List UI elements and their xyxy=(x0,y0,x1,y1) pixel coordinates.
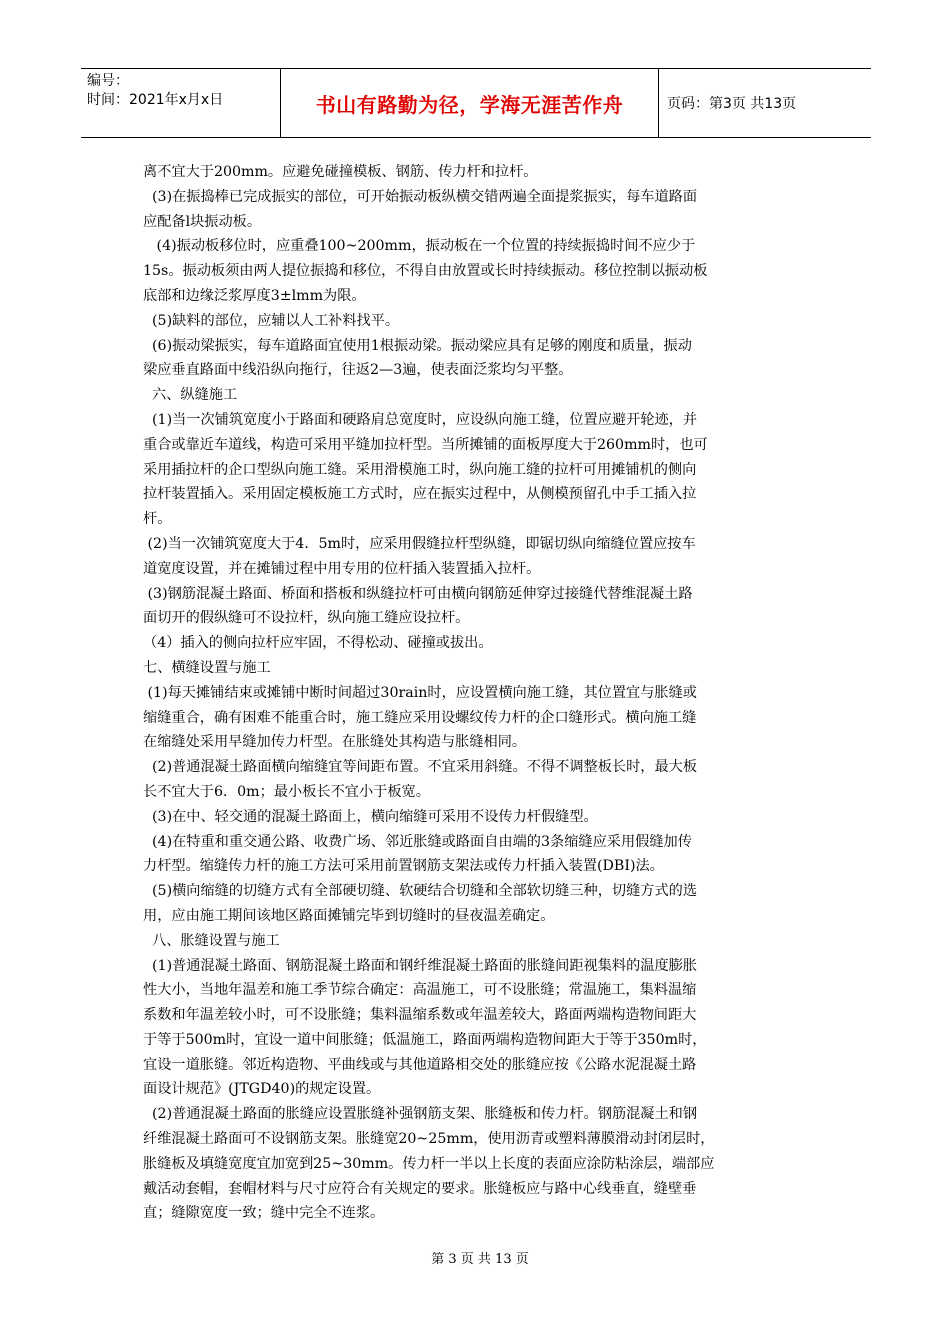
body-text-line: (3)钢筋混凝土路面、桥面和搭板和纵缝拉杆可由横向钢筋延伸穿过接缝代替维混凝土路 xyxy=(143,585,693,602)
body-text-line: (1)每天摊铺结束或摊铺中断时间超过30rain时，应设置横向施工缝，其位置宜与胀缝或 xyxy=(143,684,697,701)
body-text-line: 六、纵缝施工 xyxy=(143,387,238,404)
body-text-line: (2)当一次铺筑宽度大于4．5m时，应采用假缝拉杆型纵缝，即锯切纵向缩缝位置应按车 xyxy=(143,535,696,552)
body-text-line: 离不宜大于200mm。应避免碰撞模板、钢筋、传力杆和拉杆。 xyxy=(143,164,538,180)
body-text-line: 在缩缝处采用早缝加传力杆型。在胀缝处其构造与胀缝相同。 xyxy=(143,734,527,751)
body-text-line: 采用插拉杆的企口型纵向施工缝。采用滑模施工时，纵向施工缝的拉杆可用摊铺机的侧向 xyxy=(143,461,697,478)
page-footer xyxy=(0,1248,950,1267)
body-text-line: (3)在振捣棒已完成振实的部位，可开始振动板纵横交错两遍全面提浆振实，每车道路面 xyxy=(143,188,698,205)
body-text-line: 杆。 xyxy=(143,511,172,528)
body-text-line: 面切开的假纵缝可不设拉杆，纵向施工缝应设拉杆。 xyxy=(143,610,470,627)
body-text-line: (5)缺料的部位，应辅以人工补料找平。 xyxy=(143,312,400,329)
body-text-line: 重合或靠近车道线，构造可采用平缝加拉杆型。当所摊铺的面板厚度大于260mm时，也可 xyxy=(143,436,708,453)
body-text-line: 七、横缝设置与施工 xyxy=(143,659,271,676)
header-page-info: 页码：第3页 共13页 xyxy=(667,96,797,112)
body-text-line: 缩缝重合，确有困难不能重合时，施工缝应采用设螺纹传力杆的企口缝形式。横向施工缝 xyxy=(143,709,697,726)
body-text-line: 宜设一道胀缝。邻近构造物、平曲线或与其他道路相交处的胀缝应按《公路水泥混凝土路 xyxy=(143,1056,697,1073)
body-text-line: (2)普通混凝土路面的胀缝应设置胀缝补强钢筋支架、胀缝板和传力杆。钢筋混凝土和钢 xyxy=(143,1106,698,1123)
header-meta xyxy=(81,69,281,137)
body-text-line: 梁应垂直路面中线沿纵向拖行，往返2—3遍，使表面泛浆均匀平整。 xyxy=(143,362,573,379)
body-text-line: (6)振动梁振实，每车道路面宜使用1根振动梁。振动梁应具有足够的刚度和质量，振动 xyxy=(143,337,692,354)
header-motto: 书山有路勤为径，学海无涯苦作舟 xyxy=(281,69,659,137)
body-text-line: (5)横向缩缝的切缝方式有全部硬切缝、软硬结合切缝和全部软切缝三种，切缝方式的选 xyxy=(143,883,698,900)
page-header xyxy=(81,68,871,138)
body-text-line: 底部和边缘泛浆厚度3±lmm为限。 xyxy=(143,287,366,304)
body-text-line: (1)当一次铺筑宽度小于路面和硬路肩总宽度时，应设纵向施工缝，位置应避开轮迹，并 xyxy=(143,411,698,428)
body-text-line: 拉杆装置插入。采用固定模板施工方式时，应在振实过程中，从侧模预留孔中手工插入拉 xyxy=(143,486,697,503)
document-date: 时间：2021年x月x日 xyxy=(87,92,224,108)
document-body xyxy=(143,160,809,1226)
body-text-line: 长不宜大于6．0m；最小板长不宜小于板宽。 xyxy=(143,783,430,800)
body-text-line: 胀缝板及填缝宽度宜加宽到25~30mm。传力杆一半以上长度的表面应涂防粘涂层，端部应 xyxy=(143,1155,715,1172)
body-text-line: 道宽度设置，并在摊铺过程中用专用的位杆插入装置插入拉杆。 xyxy=(143,560,541,577)
body-text-line: 应配备l块振动板。 xyxy=(143,213,262,230)
body-text-line: (2)普通混凝土路面横向缩缝宜等间距布置。不宜采用斜缝。不得不调整板长时，最大板 xyxy=(143,759,698,776)
body-text-line: 面设计规范》(JTGD40)的规定设置。 xyxy=(143,1081,381,1098)
body-text-line: 性大小，当地年温差和施工季节综合确定：高温施工，可不设胀缝；常温施工，集料温缩 xyxy=(143,982,697,999)
body-text-line: (4)振动板移位时，应重叠100~200mm，振动板在一个位置的持续振捣时间不应少于 xyxy=(143,238,696,255)
body-text-line: 直；缝隙宽度一致；缝中完全不连浆。 xyxy=(143,1205,385,1222)
body-text-line: (4)在特重和重交通公路、收费广场、邻近胀缝或路面自由端的3条缩缝应采用假缝加传 xyxy=(143,833,692,850)
body-text-line: (3)在中、轻交通的混凝土路面上，横向缩缝可采用不设传力杆假缝型。 xyxy=(143,808,598,825)
body-text-line: 15s。振动板须由两人提位振捣和移位，不得自由放置或长时持续振动。移位控制以振动板 xyxy=(143,263,708,280)
page-number: 第 3 页 共 13 页 xyxy=(431,1252,529,1267)
document-number-label: 编号： xyxy=(87,73,129,89)
body-text-line: 力杆型。缩缝传力杆的施工方法可采用前置钢筋支架法或传力杆插入装置(DBI)法。 xyxy=(143,858,664,875)
body-text-line: 于等于500m时，宜设一道中间胀缝；低温施工，路面两端构造物间距大于等于350m时， xyxy=(143,1031,707,1048)
body-text-line: 系数和年温差较小时，可不设胀缝；集料温缩系数或年温差较大，路面两端构造物间距大 xyxy=(143,1007,697,1024)
body-text-line: 八、胀缝设置与施工 xyxy=(143,932,280,949)
body-text-line: (1)普通混凝土路面、钢筋混凝土路面和钢纤维混凝土路面的胀缝间距视集料的温度膨胀 xyxy=(143,957,698,974)
body-text-line: 纤维混凝土路面可不设钢筋支架。胀缝宽20~25mm，使用沥青或塑料薄膜滑动封闭层时， xyxy=(143,1131,715,1148)
body-text-line: （4）插入的侧向拉杆应牢固，不得松动、碰撞或拔出。 xyxy=(143,635,493,652)
body-text-line: 戴活动套帽，套帽材料与尺寸应符合有关规定的要求。胀缝板应与路中心线垂直，缝壁垂 xyxy=(143,1180,697,1197)
body-text-line: 用，应由施工期间该地区路面摊铺完毕到切缝时的昼夜温差确定。 xyxy=(143,907,555,924)
